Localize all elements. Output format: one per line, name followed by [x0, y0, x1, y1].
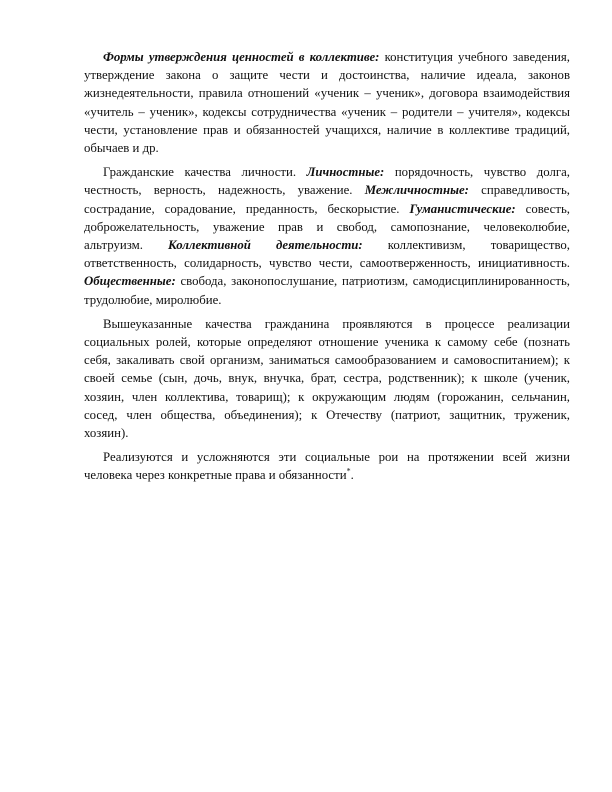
paragraph-civic-qualities	[84, 163, 570, 309]
document-page	[84, 48, 570, 491]
paragraph-text: Реализуются и усложняются эти социальные рои на протяжении всей жизни человека через конкретные права и обязанности	[84, 450, 570, 483]
paragraph-end: .	[350, 468, 354, 483]
term-collective-activity: Коллективной деятельности:	[168, 238, 363, 253]
paragraph-text: коллективизм, товарищество, ответственность, солидарность, чувство чести, самоотверженность, инициативность.	[84, 238, 570, 271]
paragraph-text: справедливость, сострадание, сорадование, преданность, бескорыстие.	[84, 183, 570, 216]
paragraph-social-roles	[84, 315, 570, 442]
paragraph-rights-duties	[84, 448, 570, 484]
term-personal: Личностные:	[306, 165, 385, 180]
paragraph-text: конституция учебного заведения, утверждение закона о защите чести и достоинства, наличие идеала, законов жизнедеятельности, правила отношений «ученик – ученик», договора взаимодействия «учитель – ученик», кодексы сотрудничества «ученик – родители – учителя», кодексы чести, установление прав и обязанностей учащихся, наличие в коллективе традиций, обычаев и др.	[84, 50, 570, 156]
term-interpersonal: Межличностные:	[364, 183, 469, 198]
paragraph-text: свобода, законопослушание, патриотизм, самодисциплинированность, трудолюбие, миролюбие.	[84, 274, 570, 307]
paragraph-intro: Гражданские качества личности.	[103, 165, 307, 180]
term-social: Общественные:	[84, 274, 176, 289]
paragraph-value-forms	[84, 48, 570, 157]
paragraph-text: порядочность, чувство долга, честность, верность, надежность, уважение.	[84, 165, 570, 198]
footnote-mark: *	[346, 467, 351, 477]
term-humanistic: Гуманистические:	[409, 201, 516, 216]
term-value-forms: Формы утверждения ценностей в коллективе:	[103, 50, 380, 64]
paragraph-text: Вышеуказанные качества гражданина проявляются в процессе реализации социальных ролей, которые определяют отношение ученика к самому себе (познать себя, закаливать свой организм, заниматься самообразованием и самовоспитанием); к своей семье (сын, дочь, внук, внучка, брат, сестра, родственник); к школе (ученик, хозяин, член коллектива, товарищ); к окружающим людям (горожанин, сельчанин, сосед, член общества, объединения); к Отечеству (патриот, защитник, труженик, хозяин).	[84, 316, 570, 441]
paragraph-text: совесть, доброжелательность, уважение прав и свобод, самопознание, человеколюбие, альтруизм.	[84, 201, 570, 253]
